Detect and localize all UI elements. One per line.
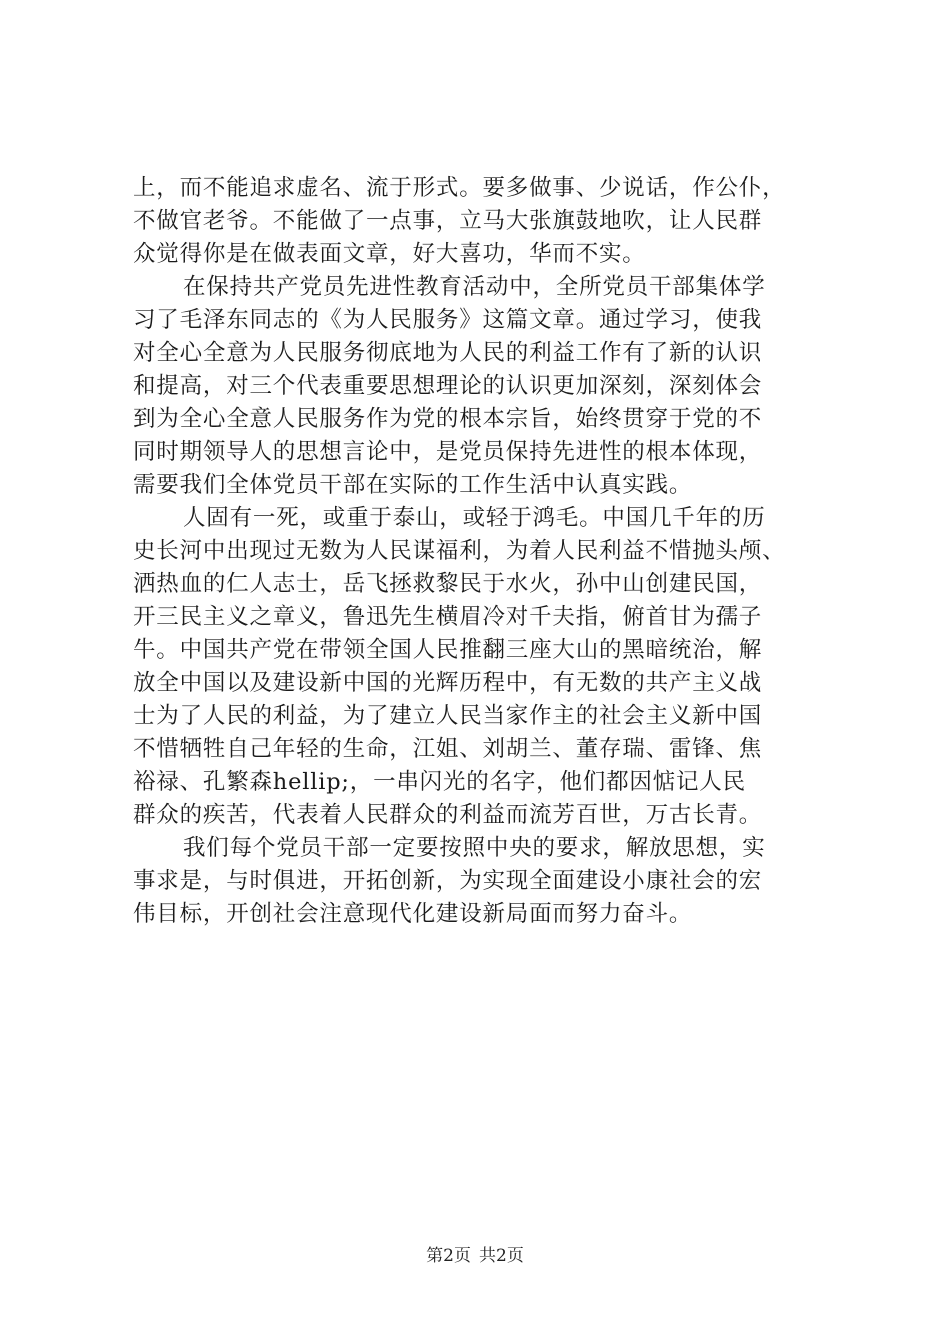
text-line: 需要我们全体党员干部在实际的工作生活中认真实践。	[133, 472, 693, 498]
text-line: 和提高，对三个代表重要思想理论的认识更加深刻，深刻体会	[133, 373, 763, 399]
text-line: 上，而不能追求虚名、流于形式。要多做事、少说话，作公仆，	[133, 175, 786, 201]
text-line: 众觉得你是在做表面文章，好大喜功，华而不实。	[133, 241, 646, 267]
text-line: 不做官老爷。不能做了一点事，立马大张旗鼓地吹，让人民群	[133, 208, 763, 234]
text-line: 同时期领导人的思想言论中，是党员保持先进性的根本体现，	[133, 439, 763, 465]
text-line: 事求是，与时俱进，开拓创新，为实现全面建设小康社会的宏	[133, 868, 763, 894]
text-line: 到为全心全意人民服务作为党的根本宗旨，始终贯穿于党的不	[133, 406, 763, 432]
text-line: 不惜牺牲自己年轻的生命，江姐、刘胡兰、董存瑞、雷锋、焦	[133, 736, 763, 762]
text-line: 士为了人民的利益，为了建立人民当家作主的社会主义新中国	[133, 703, 763, 729]
page-total: 共2页	[479, 1246, 524, 1266]
text-line: 史长河中出现过无数为人民谋福利，为着人民利益不惜抛头颅、	[133, 538, 786, 564]
text-line: 牛。中国共产党在带领全国人民推翻三座大山的黑暗统治，解	[133, 637, 763, 663]
page-footer	[0, 1245, 950, 1267]
page-number: 第2页	[426, 1246, 471, 1266]
text-line: 对全心全意为人民服务彻底地为人民的利益工作有了新的认识	[133, 340, 763, 366]
document-body	[133, 172, 853, 931]
text-line: 洒热血的仁人志士，岳飞拯救黎民于水火，孙中山创建民国，	[133, 571, 763, 597]
paragraph-first-line: 我们每个党员干部一定要按照中央的要求，解放思想，实	[183, 835, 766, 861]
paragraph-first-line: 在保持共产党员先进性教育活动中，全所党员干部集体学	[183, 274, 766, 300]
text-line: 裕禄、孔繁森hellip;，一串闪光的名字，他们都因惦记人民	[133, 769, 746, 795]
text-line: 群众的疾苦，代表着人民群众的利益而流芳百世，万古长青。	[133, 802, 763, 828]
text-line: 放全中国以及建设新中国的光辉历程中，有无数的共产主义战	[133, 670, 763, 696]
text-line: 习了毛泽东同志的《为人民服务》这篇文章。通过学习，使我	[133, 307, 763, 333]
paragraph-first-line: 人固有一死，或重于泰山，或轻于鸿毛。中国几千年的历	[183, 505, 766, 531]
text-line: 开三民主义之章义，鲁迅先生横眉冷对千夫指，俯首甘为孺子	[133, 604, 763, 630]
text-line: 伟目标，开创社会注意现代化建设新局面而努力奋斗。	[133, 901, 693, 927]
